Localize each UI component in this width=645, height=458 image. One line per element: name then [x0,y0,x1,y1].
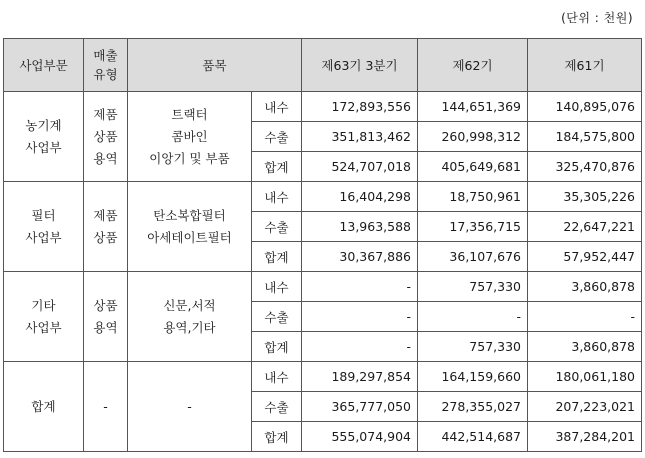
value-cell: 16,404,298 [302,182,418,212]
header-product: 품목 [128,39,302,92]
value-cell: 22,647,221 [528,212,642,242]
product-cell [128,182,252,272]
division-cell-line: 농기계 [25,117,62,133]
product-cell [128,362,252,452]
row-label: 합계 [252,332,302,362]
header-period-63q3: 제63기 3분기 [302,39,418,92]
sales-type-cell-line: 용역 [93,150,118,166]
division-cell-line: 사업부 [25,229,62,245]
row-label: 합계 [252,152,302,182]
division-cell-line: 사업부 [25,319,62,335]
division-cell [4,272,84,362]
product-cell-line: 탄소복합필터 [153,207,226,223]
division-cell [4,182,84,272]
sales-type-cell-line: 상품 [93,297,118,313]
sales-type-cell [84,92,128,182]
value-cell: - [302,332,418,362]
header-period-62: 제62기 [418,39,528,92]
value-cell: - [302,302,418,332]
product-cell-line: 이앙기 및 부품 [149,150,230,166]
product-cell-line: 아세테이트필터 [147,229,232,245]
division-cell [4,362,84,452]
header-period-61: 제61기 [528,39,642,92]
sales-type-cell [84,272,128,362]
row-label: 내수 [252,92,302,122]
value-cell: 30,367,886 [302,242,418,272]
table-row [4,362,642,392]
row-label: 합계 [252,242,302,272]
value-cell: 325,470,876 [528,152,642,182]
product-cell-line: - [187,398,192,414]
row-label: 수출 [252,392,302,422]
value-cell: 144,651,369 [418,92,528,122]
value-cell: 17,356,715 [418,212,528,242]
value-cell: 164,159,660 [418,362,528,392]
product-cell-line: 트랙터 [171,106,208,122]
value-cell: 260,998,312 [418,122,528,152]
row-label: 내수 [252,182,302,212]
division-cell-line: 합계 [31,398,56,414]
value-cell: 555,074,904 [302,422,418,452]
value-cell: 35,305,226 [528,182,642,212]
value-cell: 180,061,180 [528,362,642,392]
table-row [4,92,642,122]
value-cell: 757,330 [418,332,528,362]
unit-label: (단위 : 천원) [561,11,633,25]
value-cell: 140,895,076 [528,92,642,122]
division-cell-line: 기타 [31,297,56,313]
table-row [4,272,642,302]
value-cell: - [528,302,642,332]
product-cell-line: 용역,기타 [163,319,216,335]
value-cell: 18,750,961 [418,182,528,212]
value-cell: 351,813,462 [302,122,418,152]
row-label: 수출 [252,212,302,242]
value-cell: 13,963,588 [302,212,418,242]
sales-type-cell-line: 상품 [93,128,118,144]
value-cell: 3,860,878 [528,332,642,362]
sales-type-cell-line: 제품 [93,106,118,122]
value-cell: 184,575,800 [528,122,642,152]
value-cell: 172,893,556 [302,92,418,122]
division-cell-line: 필터 [31,207,56,223]
value-cell: 36,107,676 [418,242,528,272]
value-cell: 365,777,050 [302,392,418,422]
sales-type-cell-line: 제품 [93,207,118,223]
row-label: 내수 [252,362,302,392]
value-cell: - [418,302,528,332]
row-label: 수출 [252,302,302,332]
header-sales-type: 매출 유형 [84,39,128,92]
value-cell: 524,707,018 [302,152,418,182]
sales-table [3,38,642,452]
sales-type-cell-line: 상품 [93,229,118,245]
table-row [4,182,642,212]
value-cell: 57,952,447 [528,242,642,272]
row-label: 내수 [252,272,302,302]
value-cell: 442,514,687 [418,422,528,452]
division-cell [4,92,84,182]
value-cell: 189,297,854 [302,362,418,392]
sales-type-cell-line: 용역 [93,319,118,335]
value-cell: - [302,272,418,302]
product-cell [128,92,252,182]
row-label: 수출 [252,122,302,152]
product-cell-line: 신문,서적 [163,297,216,313]
product-cell [128,272,252,362]
header-row [4,39,642,92]
value-cell: 207,223,021 [528,392,642,422]
sales-type-cell [84,182,128,272]
sales-type-cell [84,362,128,452]
value-cell: 278,355,027 [418,392,528,422]
header-division: 사업부문 [4,39,84,92]
value-cell: 3,860,878 [528,272,642,302]
product-cell-line: 콤바인 [171,128,208,144]
value-cell: 387,284,201 [528,422,642,452]
sales-type-cell-line: - [103,398,108,414]
value-cell: 405,649,681 [418,152,528,182]
division-cell-line: 사업부 [25,139,62,155]
row-label: 합계 [252,422,302,452]
value-cell: 757,330 [418,272,528,302]
